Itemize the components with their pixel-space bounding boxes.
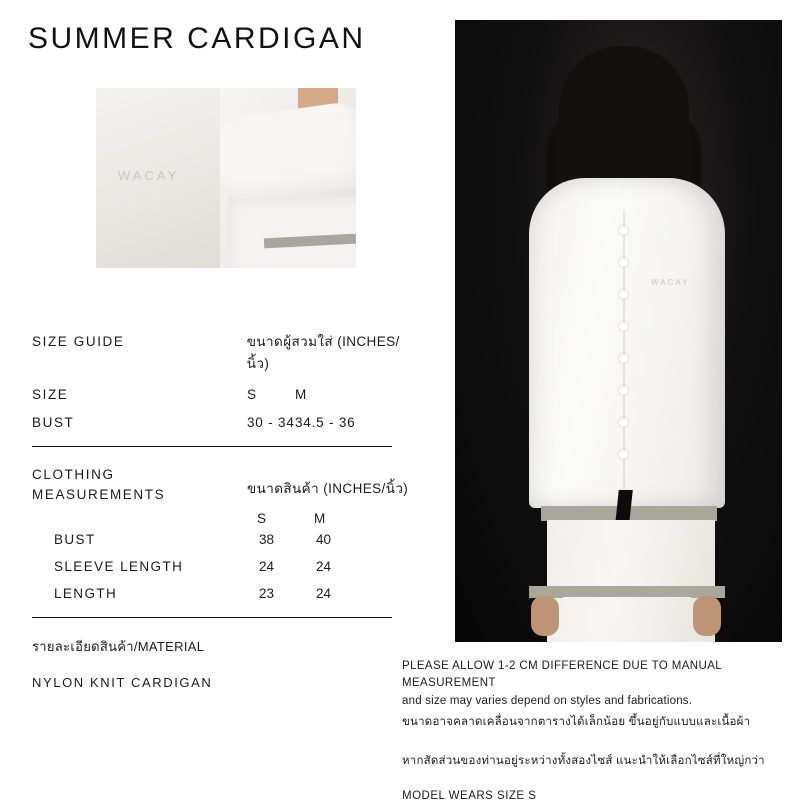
measurement-column-headers [257,511,422,526]
measurement-header-m: M [314,511,327,526]
size-row-label: SIZE [32,387,69,402]
cardigan-button [619,322,628,331]
size-guide-unit-label: ขนาดผู้สวมใส่ (INCHES/นิ้ว) [246,334,400,371]
clothing-measurements-heading [32,465,247,505]
measurement-label: BUST [54,532,96,547]
model-photo [455,20,782,642]
detail-photo-right-panel [220,88,356,268]
model-hand-right [693,596,721,636]
cardigan-body-detail [228,196,356,268]
cardigan-button [619,354,628,363]
product-detail-photo [96,88,356,268]
measurement-header-s: S [257,511,267,526]
measurement-value-m: 24 [316,586,332,601]
measurement-value-s: 38 [259,532,275,547]
note-line-1: PLEASE ALLOW 1-2 CM DIFFERENCE DUE TO MANUAL MEASUREMENT [402,660,722,689]
clothing-measurements-unit-label: ขนาดสินค้า (INCHES/นิ้ว) [247,481,409,496]
bust-row-label: BUST [32,415,75,430]
section-divider-bottom [32,617,392,618]
cardigan-sleeve-detail [220,99,356,206]
bust-value-s: 30 - 34 [247,415,295,430]
size-guide-heading-row [32,330,422,374]
table-row [32,586,422,601]
embroidered-brand-logo: WACAY [118,168,180,183]
clothing-measurements-heading-line2: MEASUREMENTS [32,487,166,502]
bust-value-m: 34.5 - 36 [295,415,356,430]
chest-brand-logo: WACAY [651,278,690,287]
size-row [32,387,422,402]
size-information-column [32,330,422,690]
bust-row [32,415,422,430]
cardigan-button [619,226,628,235]
note-line-4: หากสัดส่วนของท่านอยู่ระหว่างทั้งสองไซส์ แนะนำให้เลือกไซส์ที่ใหญ่กว่า [402,755,765,767]
model-size-note: MODEL WEARS SIZE S [402,790,537,800]
table-row [32,532,422,547]
cardigan-button [619,450,628,459]
page-title: SUMMER CARDIGAN [28,22,366,55]
clothing-measurements-heading-line1: CLOTHING [32,467,115,482]
note-line-2: and size may varies depend on styles and fabrications. [402,695,693,707]
note-line-3: ขนาดอาจคลาดเคลื่อนจากตารางได้เล็กน้อย ขึ้นอยู่กับแบบและเนื้อผ้า [402,716,751,728]
clothing-measurements-heading-row [32,465,422,505]
model-hand-left [531,596,559,636]
size-column-m: M [295,387,308,402]
size-guide-heading: SIZE GUIDE [32,334,125,349]
table-row [32,559,422,574]
measurement-value-m: 24 [316,559,332,574]
detail-photo-left-panel [96,88,220,268]
skirt-contrast-band [547,586,715,597]
cardigan-button [619,418,628,427]
cardigan-button [619,258,628,267]
section-divider-top [32,446,392,447]
material-label: รายละเอียดสินค้า/MATERIAL [32,639,205,654]
size-column-s: S [247,387,257,402]
material-value: NYLON KNIT CARDIGAN [32,675,213,690]
cardigan-button [619,386,628,395]
measurement-label: SLEEVE LENGTH [54,559,184,574]
measurement-notes [402,658,782,800]
measurement-value-s: 24 [259,559,275,574]
measurement-label: LENGTH [54,586,118,601]
measurement-value-m: 40 [316,532,332,547]
matching-skirt [547,520,715,642]
measurement-value-s: 23 [259,586,275,601]
cardigan-button [619,290,628,299]
